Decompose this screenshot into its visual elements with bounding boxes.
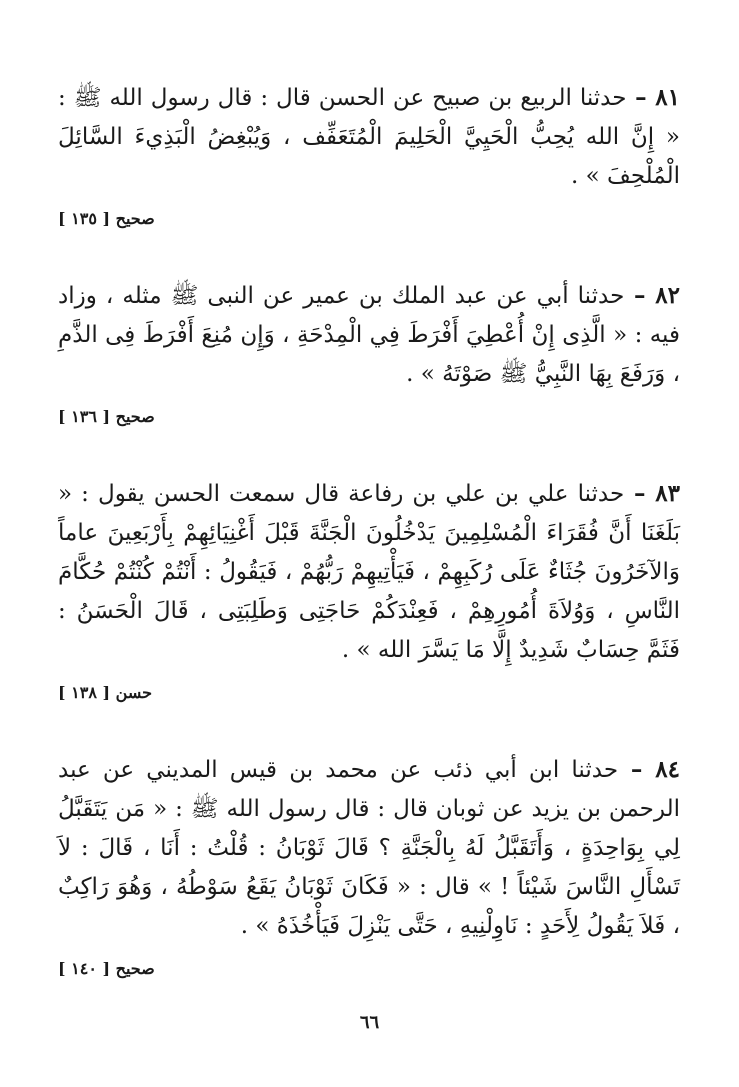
page-number: ٦٦ [359,1012,380,1033]
hadith-text [58,78,680,196]
hadith-grade: صحيح [ ١٣٦ ] [58,407,155,426]
hadith-81 [58,78,680,232]
hadith-text [58,276,680,394]
page-body [58,78,680,982]
hadith-84 [58,750,680,982]
hadith-dash: – [624,480,656,507]
hadith-dash: – [624,282,656,309]
hadith-number: ٨٣ [655,480,680,507]
hadith-grade: صحيح [ ١٣٥ ] [58,209,155,228]
hadith-grade: حسن [ ١٣٨ ] [58,683,152,702]
hadith-isnad: حدثنا علي بن علي بن رفاعة قال سمعت الحسن يقول : [81,481,625,507]
hadith-number: ٨٤ [655,756,680,783]
hadith-grade: صحيح [ ١٤٠ ] [58,959,155,978]
hadith-isnad: حدثنا ابن أبي ذئب عن محمد بن قيس المديني عن عبد الرحمن بن يزيد عن ثوبان قال : قال رسول الله ﷺ : [58,757,680,822]
hadith-number: ٨٢ [655,282,680,309]
hadith-text [58,750,680,946]
hadith-82 [58,276,680,430]
hadith-dash: – [618,756,656,783]
hadith-dash: – [626,84,656,111]
hadith-83 [58,474,680,706]
hadith-matn: « إِنَّ الله يُحِبُّ الْحَيِيَّ الْحَلِيمَ الْمُتَعَفِّف ، وَيُبْغِضُ الْبَذِيءَ السَّائِلَ الْمُلْحِفَ » . [58,124,680,189]
hadith-text [58,474,680,670]
hadith-isnad: حدثنا الربيع بن صبيح عن الحسن قال : قال رسول الله ﷺ : [58,85,627,111]
hadith-number: ٨١ [655,84,680,111]
hadith-matn: « بَلَغَنَا أَنَّ فُقَرَاءَ الْمُسْلِمِينَ يَدْخُلُونَ الْجَنَّةَ قَبْلَ أَغْنِيَائِهِمْ بِأَرْبَعِينَ عاماً وَالآخَرُونَ جُثَاءٌ عَلَى رُكَبِهِمْ ، فَيَأْتِيهِمْ رَبُّهُمْ ، فَيَقُولُ : أَنْتُمْ كُنْتُمْ حُكَّامَ النَّاسِ ، وَوُلاَةَ أُمُورِهِمْ ، فَعِنْدَكُمْ حَاجَتِى وَطَلِبَتِى ، قَالَ الْحَسَنُ : فَثَمَّ حِسَابٌ شَدِيدٌ إِلَّا مَا يَسَّرَ الله » . [58,481,680,663]
hadith-matn: « مَن يَتَقَبَّلُ لِي بِوَاحِدَةٍ ، وَأَتَقَبَّلُ لَهُ بِالْجَنَّةِ ؟ قَالَ ثَوْبَانُ : قُلْتُ : أَنَا ، قَالَ : لاَ تَسْأَلِ النَّاسَ شَيْئاً ! » قال : « فَكَانَ ثَوْبَانُ يَقَعُ سَوْطُهُ ، وَهُوَ رَاكِبٌ ، فَلاَ يَقُولُ لِأَحَدٍ : نَاوِلْنِيهِ ، حَتَّى يَنْزِلَ فَيَأْخُذَهُ » . [58,796,680,939]
hadith-isnad: حدثنا أبي عن عبد الملك بن عمير عن النبى ﷺ مثله ، وزاد فيه : [58,283,680,348]
hadith-matn: « الَّذِى إِنْ أُعْطِيَ أَفْرَطَ فِي الْمِدْحَةِ ، وَإِن مُنِعَ أَفْرَطَ فِى الذَّمِ ، وَرَفَعَ بِهَا النَّبِيُّ ﷺ صَوْتَهُ » . [58,322,680,387]
